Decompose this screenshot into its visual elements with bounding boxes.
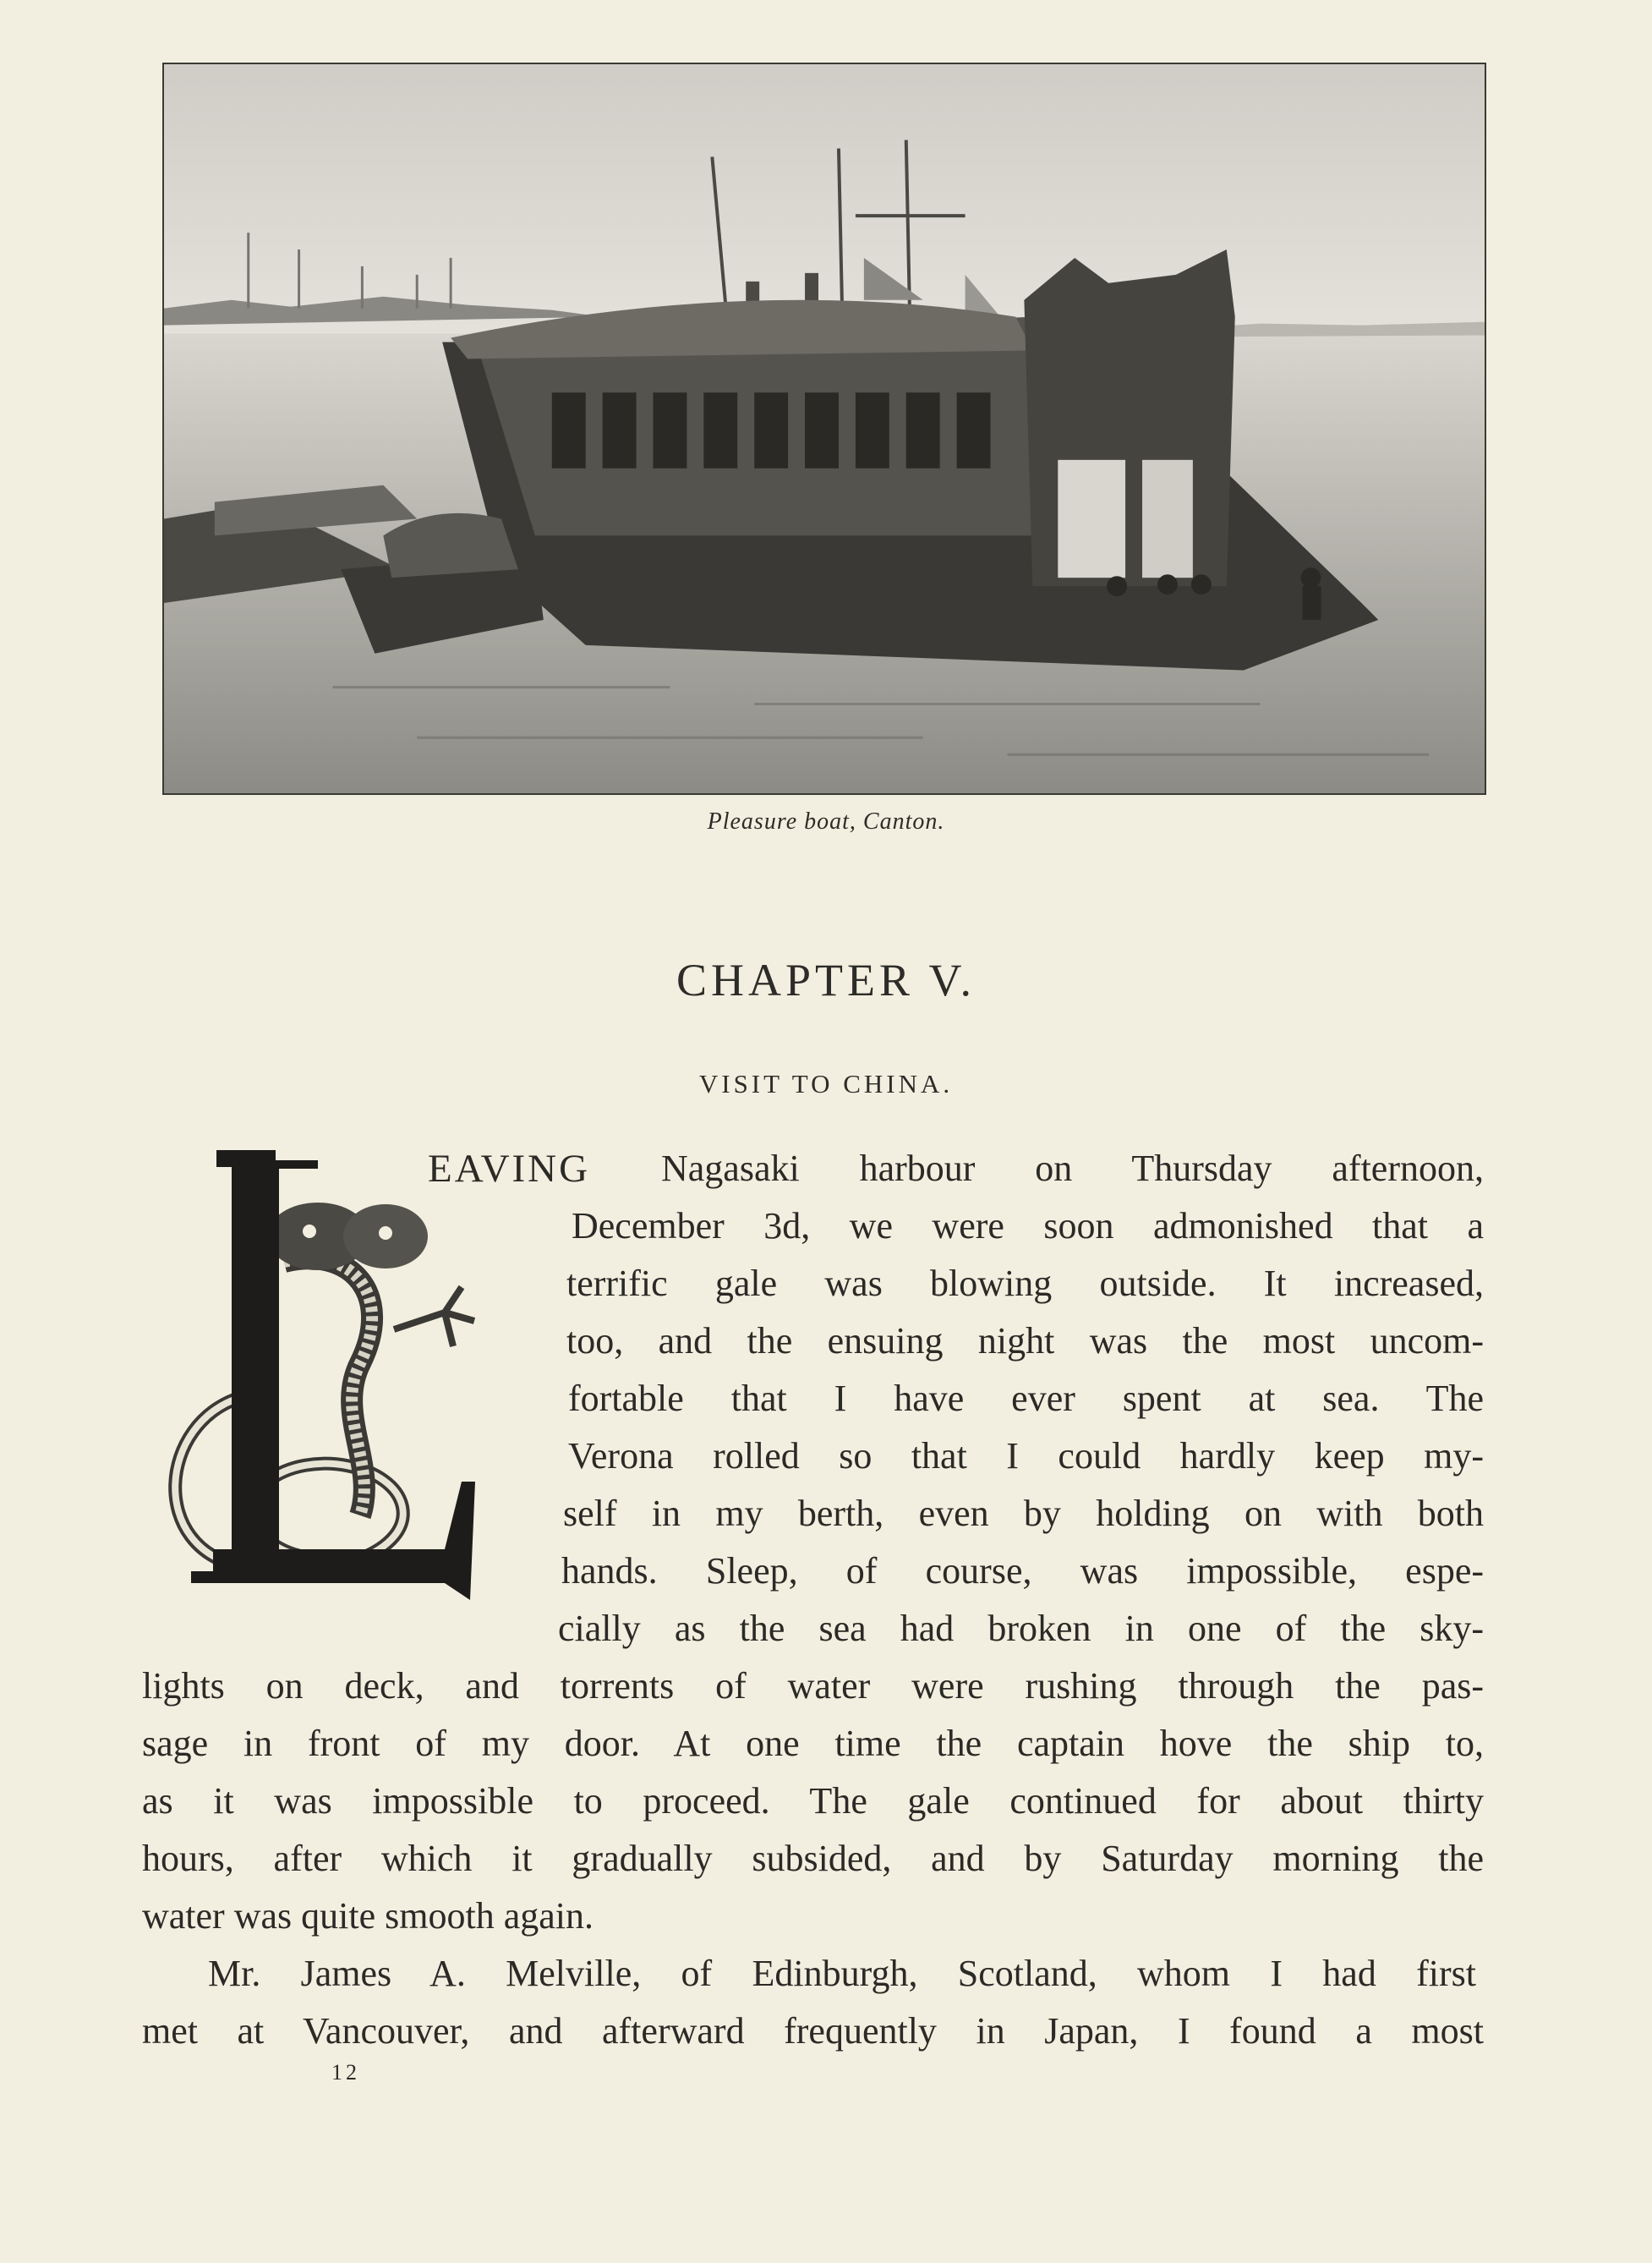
page-number: 12 [331,2060,360,2085]
text-line: met at Vancouver, and afterward frequently in Japan, I found a most [142,2010,1484,2052]
photo-caption: Pleasure boat, Canton. [707,808,945,835]
text-line: too, and the ensuing night was the most uncom- [566,1320,1484,1362]
text-line: cially as the sea had broken in one of the sky- [558,1608,1484,1649]
lead-word: EAVING [428,1147,591,1191]
text-line: water was quite smooth again. [142,1895,594,1937]
text-line: Nagasaki harbour on Thursday afternoon, [661,1148,1484,1189]
text-line: self in my berth, even by holding on with both [563,1493,1484,1534]
text-line: sage in front of my door. At one time the captain hove the ship to, [142,1723,1484,1764]
chapter-title: CHAPTER V. [676,955,976,1005]
text-line: fortable that I have ever spent at sea. The [568,1378,1484,1419]
text-line: Mr. James A. Melville, of Edinburgh, Scotland, whom I had first [208,1953,1476,1994]
text-line: December 3d, we were soon admonished that a [572,1205,1484,1247]
text-line: as it was impossible to proceed. The gale continued for about thirty [142,1780,1484,1822]
text-line: lights on deck, and torrents of water were rushing through the pas- [142,1665,1484,1707]
text-line: Verona rolled so that I could hardly keep my- [568,1435,1484,1477]
text-line: hours, after which it gradually subsided, and by Saturday morning the [142,1838,1484,1879]
text-line: hands. Sleep, of course, was impossible, espe- [561,1550,1484,1592]
text-line: terrific gale was blowing outside. It increased, [566,1263,1484,1304]
chapter-subtitle: VISIT TO CHINA. [698,1069,954,1099]
